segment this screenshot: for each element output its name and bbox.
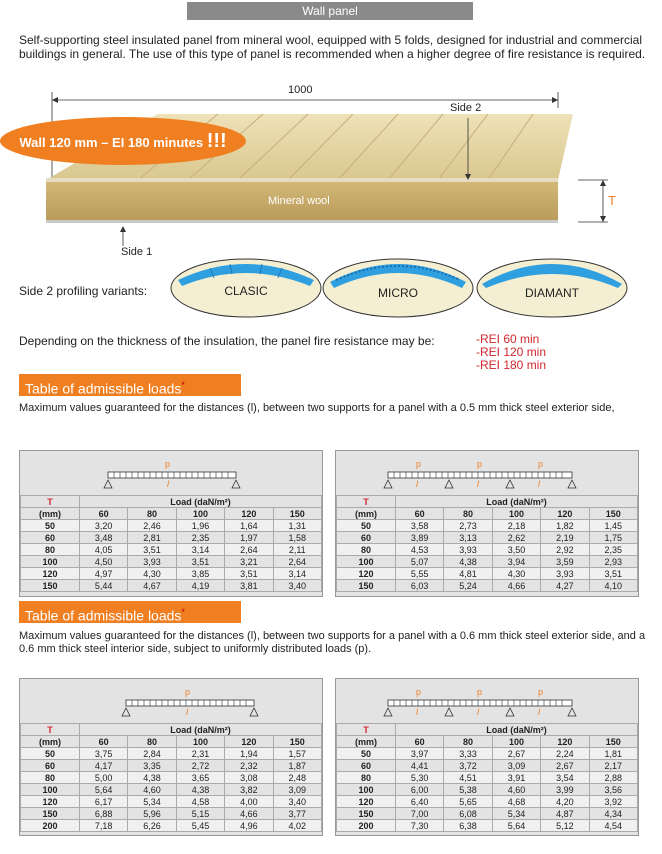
load-column-header: 120 — [225, 736, 273, 748]
panel-drawing — [18, 80, 648, 260]
load-value-cell: 3,51 — [589, 568, 637, 580]
thickness-cell: 80 — [21, 772, 80, 784]
single-span-svg — [20, 451, 322, 495]
thickness-cell: 100 — [337, 556, 396, 568]
thickness-cell: 150 — [21, 808, 80, 820]
load-value-cell: 3,40 — [273, 796, 321, 808]
load-column-header: 150 — [273, 508, 321, 520]
load-p-label: p — [416, 687, 422, 697]
load-value-cell: 4,81 — [444, 568, 492, 580]
table-row — [337, 820, 638, 832]
span-l-label: l — [416, 707, 418, 717]
span-l-label: l — [167, 479, 169, 489]
load-value-cell: 4,96 — [225, 820, 273, 832]
load-value-cell: 2,84 — [128, 748, 176, 760]
badge-text: Wall 120 mm – EI 180 minutes — [19, 135, 204, 150]
load-value-cell: 4,38 — [444, 556, 492, 568]
table-row — [21, 748, 322, 760]
multi-span-diagram — [336, 451, 638, 495]
table-header-row — [21, 736, 322, 748]
table-row — [21, 760, 322, 772]
load-column-header: 80 — [128, 736, 176, 748]
load-value-cell: 4,54 — [589, 820, 637, 832]
load-value-cell: 3,94 — [492, 556, 540, 568]
load-value-cell: 4,30 — [492, 568, 540, 580]
load-header: Load (daN/m²) — [395, 496, 637, 508]
multi-span-diagram — [336, 679, 638, 723]
thickness-cell: 80 — [337, 772, 396, 784]
load-value-cell: 4,20 — [541, 796, 589, 808]
thickness-cell: 100 — [337, 784, 396, 796]
load-value-cell: 2,19 — [541, 532, 589, 544]
table-row — [21, 784, 322, 796]
variant-micro-label: MICRO — [378, 286, 418, 300]
load-value-cell: 1,64 — [225, 520, 273, 532]
load-value-cell: 3,75 — [79, 748, 127, 760]
load-value-cell: 3,51 — [176, 556, 224, 568]
load-value-cell: 3,35 — [128, 760, 176, 772]
load-value-cell: 6,00 — [395, 784, 443, 796]
mm-header: (mm) — [21, 736, 80, 748]
load-value-cell: 3,14 — [273, 568, 321, 580]
fire-value: -REI 60 min — [476, 332, 540, 346]
load-value-cell: 3,93 — [444, 544, 492, 556]
load-column-header: 120 — [541, 736, 589, 748]
load-value-cell: 5,34 — [492, 808, 540, 820]
single-span-diagram — [20, 451, 322, 495]
load-p-label: p — [416, 459, 422, 469]
table-header-row — [337, 736, 638, 748]
load-value-cell: 7,30 — [395, 820, 443, 832]
load-value-cell: 1,94 — [225, 748, 273, 760]
load-column-header: 60 — [79, 736, 127, 748]
mm-header: (mm) — [21, 508, 80, 520]
table-row — [337, 808, 638, 820]
load-value-cell: 3,51 — [128, 544, 176, 556]
load-value-cell: 2,31 — [176, 748, 224, 760]
load-value-cell: 5,34 — [128, 796, 176, 808]
load-values-table-1 — [20, 495, 322, 592]
table-row — [337, 568, 638, 580]
load-value-cell: 5,24 — [444, 580, 492, 592]
load-value-cell: 2,92 — [541, 544, 589, 556]
load-value-cell: 3,14 — [176, 544, 224, 556]
load-value-cell: 5,65 — [444, 796, 492, 808]
load-value-cell: 4,00 — [225, 796, 273, 808]
thickness-cell: 100 — [21, 556, 80, 568]
load-table-2 — [335, 450, 639, 597]
load-value-cell: 2,88 — [589, 772, 637, 784]
load-value-cell: 7,18 — [79, 820, 127, 832]
load-value-cell: 3,13 — [444, 532, 492, 544]
load-value-cell: 4,02 — [273, 820, 321, 832]
table-row — [21, 544, 322, 556]
load-value-cell: 3,09 — [273, 784, 321, 796]
t-header: T — [21, 724, 80, 736]
t-header: T — [337, 496, 396, 508]
table-header-row — [337, 496, 638, 508]
span-l-label: l — [477, 479, 479, 489]
variant-clasic-label: CLASIC — [224, 284, 268, 298]
load-value-cell: 4,34 — [589, 808, 637, 820]
thickness-cell: 60 — [337, 532, 396, 544]
load-value-cell: 2,64 — [273, 556, 321, 568]
load-value-cell: 1,75 — [589, 532, 637, 544]
thickness-cell: 60 — [21, 760, 80, 772]
load-value-cell: 3,50 — [492, 544, 540, 556]
thickness-cell: 60 — [21, 532, 80, 544]
load-value-cell: 2,24 — [541, 748, 589, 760]
intro-paragraph: Self-supporting steel insulated panel from mineral wool, equipped with 5 folds, designed for industrial and commercial buildings in general. The use of this type of panel is recommended when a higher degree of fire resistance is required. — [19, 33, 646, 61]
load-value-cell: 5,12 — [541, 820, 589, 832]
load-value-cell: 1,58 — [273, 532, 321, 544]
load-value-cell: 4,66 — [492, 580, 540, 592]
table-header-row — [21, 508, 322, 520]
load-value-cell: 3,92 — [589, 796, 637, 808]
load-value-cell: 3,82 — [225, 784, 273, 796]
load-value-cell: 3,81 — [225, 580, 273, 592]
table-row — [337, 556, 638, 568]
load-value-cell: 4,10 — [589, 580, 637, 592]
thickness-cell: 200 — [337, 820, 396, 832]
load-column-header: 120 — [225, 508, 273, 520]
load-value-cell: 6,38 — [444, 820, 492, 832]
table-row — [21, 532, 322, 544]
load-p-label: p — [477, 459, 483, 469]
load-value-cell: 5,64 — [79, 784, 127, 796]
load-value-cell: 1,45 — [589, 520, 637, 532]
load-value-cell: 3,51 — [225, 568, 273, 580]
load-value-cell: 4,38 — [176, 784, 224, 796]
fire-value: -REI 180 min — [476, 358, 547, 372]
load-table-4 — [335, 678, 639, 836]
highlight-badge — [0, 117, 246, 165]
load-column-header: 60 — [395, 736, 443, 748]
load-value-cell: 5,30 — [395, 772, 443, 784]
load-value-cell: 7,00 — [395, 808, 443, 820]
table-row — [337, 772, 638, 784]
span-l-label: l — [186, 707, 188, 717]
load-value-cell: 4,53 — [395, 544, 443, 556]
table-row — [21, 580, 322, 592]
load-value-cell: 5,38 — [444, 784, 492, 796]
load-value-cell: 2,62 — [492, 532, 540, 544]
single-span-diagram — [20, 679, 322, 723]
load-value-cell: 1,57 — [273, 748, 321, 760]
load-p-label: p — [538, 687, 544, 697]
load-column-header: 100 — [492, 508, 540, 520]
thickness-cell: 60 — [337, 760, 396, 772]
thickness-cell: 120 — [21, 796, 80, 808]
load-table-1 — [19, 450, 323, 597]
load-value-cell: 2,67 — [492, 748, 540, 760]
load-value-cell: 2,48 — [273, 772, 321, 784]
thickness-cell: 100 — [21, 784, 80, 796]
load-header: Load (daN/m²) — [395, 724, 637, 736]
load-value-cell: 5,45 — [176, 820, 224, 832]
load-value-cell: 4,30 — [128, 568, 176, 580]
load-value-cell: 3,20 — [79, 520, 127, 532]
span-l-label: l — [538, 479, 540, 489]
table-row — [337, 520, 638, 532]
table-row — [337, 760, 638, 772]
thickness-cell: 80 — [337, 544, 396, 556]
load-value-cell: 4,41 — [395, 760, 443, 772]
load-values-table-3 — [20, 723, 322, 832]
load-value-cell: 1,82 — [541, 520, 589, 532]
load-value-cell: 3,40 — [273, 580, 321, 592]
load-p-label: p — [185, 687, 191, 697]
load-column-header: 150 — [273, 736, 321, 748]
thickness-cell: 200 — [21, 820, 80, 832]
load-table-3 — [19, 678, 323, 836]
table-row — [337, 796, 638, 808]
load-value-cell: 2,18 — [492, 520, 540, 532]
page-title: Wall panel — [187, 2, 473, 20]
load-value-cell: 3,54 — [541, 772, 589, 784]
load-value-cell: 3,48 — [79, 532, 127, 544]
load-values-table-4 — [336, 723, 638, 832]
load-value-cell: 2,35 — [589, 544, 637, 556]
mm-header: (mm) — [337, 736, 396, 748]
section2-heading — [19, 601, 241, 623]
load-value-cell: 3,85 — [176, 568, 224, 580]
section2-note: Maximum values guaranteed for the distances (l), between two supports for a panel with a 0.6 mm thick steel exterior side, and a 0.6 mm thick steel interior side, subject to uniformly distributed loads (p). — [19, 630, 646, 655]
load-header: Load (daN/m²) — [79, 724, 321, 736]
load-value-cell: 4,17 — [79, 760, 127, 772]
span-l-label: l — [477, 707, 479, 717]
load-value-cell: 4,60 — [492, 784, 540, 796]
load-value-cell: 4,97 — [79, 568, 127, 580]
load-value-cell: 2,32 — [225, 760, 273, 772]
table-header-row — [21, 496, 322, 508]
thickness-cell: 50 — [21, 748, 80, 760]
section1-note: Maximum values guaranteed for the distances (l), between two supports for a panel with a 0.5 mm thick steel exterior side, — [19, 402, 615, 414]
load-value-cell: 6,17 — [79, 796, 127, 808]
load-value-cell: 2,35 — [176, 532, 224, 544]
load-value-cell: 6,03 — [395, 580, 443, 592]
load-value-cell: 1,81 — [589, 748, 637, 760]
load-value-cell: 6,26 — [128, 820, 176, 832]
table-row — [21, 820, 322, 832]
load-values-table-2 — [336, 495, 638, 592]
load-p-label: p — [165, 459, 171, 469]
load-value-cell: 3,21 — [225, 556, 273, 568]
section1-star: * — [181, 380, 185, 390]
load-value-cell: 6,88 — [79, 808, 127, 820]
load-value-cell: 5,07 — [395, 556, 443, 568]
load-value-cell: 4,58 — [176, 796, 224, 808]
single-span-svg — [20, 679, 322, 723]
thickness-cell: 120 — [21, 568, 80, 580]
load-value-cell: 3,58 — [395, 520, 443, 532]
panel-illustration — [18, 80, 648, 260]
table-row — [337, 532, 638, 544]
load-value-cell: 1,96 — [176, 520, 224, 532]
load-column-header: 80 — [444, 508, 492, 520]
load-value-cell: 2,11 — [273, 544, 321, 556]
load-value-cell: 6,40 — [395, 796, 443, 808]
load-value-cell: 5,15 — [176, 808, 224, 820]
load-value-cell: 5,96 — [128, 808, 176, 820]
badge-exclamation: !!! — [206, 130, 227, 152]
thickness-cell: 120 — [337, 568, 396, 580]
section2-title: Table of admissible loads — [25, 607, 182, 624]
thickness-cell: 80 — [21, 544, 80, 556]
load-value-cell: 4,05 — [79, 544, 127, 556]
load-value-cell: 3,56 — [589, 784, 637, 796]
load-value-cell: 2,64 — [225, 544, 273, 556]
table-row — [21, 556, 322, 568]
side1-label: Side 1 — [121, 246, 153, 258]
table-row — [21, 796, 322, 808]
load-value-cell: 3,08 — [225, 772, 273, 784]
load-column-header: 80 — [444, 736, 492, 748]
load-value-cell: 3,59 — [541, 556, 589, 568]
load-value-cell: 4,51 — [444, 772, 492, 784]
load-value-cell: 2,93 — [589, 556, 637, 568]
load-value-cell: 4,66 — [225, 808, 273, 820]
load-value-cell: 5,00 — [79, 772, 127, 784]
load-p-label: p — [538, 459, 544, 469]
load-value-cell: 3,33 — [444, 748, 492, 760]
load-column-header: 100 — [176, 508, 224, 520]
load-value-cell: 3,93 — [541, 568, 589, 580]
load-value-cell: 3,72 — [444, 760, 492, 772]
load-p-label: p — [477, 687, 483, 697]
load-value-cell: 6,08 — [444, 808, 492, 820]
span-l-label: l — [538, 707, 540, 717]
load-value-cell: 2,81 — [128, 532, 176, 544]
mm-header: (mm) — [337, 508, 396, 520]
multi-span-svg — [336, 679, 638, 723]
load-value-cell: 2,17 — [589, 760, 637, 772]
load-column-header: 150 — [589, 736, 637, 748]
load-value-cell: 4,50 — [79, 556, 127, 568]
load-column-header: 60 — [79, 508, 127, 520]
load-column-header: 120 — [541, 508, 589, 520]
load-value-cell: 3,99 — [541, 784, 589, 796]
load-value-cell: 3,09 — [492, 760, 540, 772]
load-value-cell: 4,38 — [128, 772, 176, 784]
table-row — [21, 520, 322, 532]
table-row — [21, 568, 322, 580]
load-value-cell: 3,93 — [128, 556, 176, 568]
table-row — [337, 748, 638, 760]
variants-label: Side 2 profiling variants: — [19, 284, 148, 298]
load-value-cell: 4,68 — [492, 796, 540, 808]
variant-clasic — [170, 258, 322, 318]
load-value-cell: 3,97 — [395, 748, 443, 760]
load-column-header: 100 — [176, 736, 224, 748]
fire-value: -REI 120 min — [476, 345, 547, 359]
load-column-header: 100 — [492, 736, 540, 748]
table-row — [337, 544, 638, 556]
load-value-cell: 4,27 — [541, 580, 589, 592]
span-l-label: l — [416, 479, 418, 489]
table-row — [337, 580, 638, 592]
core-label: Mineral wool — [268, 195, 330, 207]
table-header-row — [337, 508, 638, 520]
t-header: T — [337, 724, 396, 736]
multi-span-svg — [336, 451, 638, 495]
load-value-cell: 2,46 — [128, 520, 176, 532]
thickness-cell: 150 — [337, 580, 396, 592]
load-value-cell: 1,31 — [273, 520, 321, 532]
fire-resistance-text: Depending on the thickness of the insulation, the panel fire resistance may be: — [19, 334, 435, 348]
load-column-header: 150 — [589, 508, 637, 520]
fire-resistance-list — [476, 333, 546, 372]
load-header: Load (daN/m²) — [79, 496, 321, 508]
load-column-header: 60 — [395, 508, 443, 520]
table-header-row — [337, 724, 638, 736]
section1-heading — [19, 374, 241, 396]
table-row — [337, 784, 638, 796]
load-value-cell: 5,55 — [395, 568, 443, 580]
load-value-cell: 4,60 — [128, 784, 176, 796]
thickness-cell: 150 — [21, 580, 80, 592]
variant-micro — [322, 258, 474, 318]
load-column-header: 80 — [128, 508, 176, 520]
load-value-cell: 1,87 — [273, 760, 321, 772]
thickness-cell: 50 — [337, 520, 396, 532]
load-value-cell: 5,44 — [79, 580, 127, 592]
thickness-cell: 50 — [21, 520, 80, 532]
side2-label: Side 2 — [450, 102, 482, 114]
load-value-cell: 3,77 — [273, 808, 321, 820]
load-value-cell: 4,67 — [128, 580, 176, 592]
table-header-row — [21, 724, 322, 736]
load-value-cell: 3,89 — [395, 532, 443, 544]
load-value-cell: 3,65 — [176, 772, 224, 784]
table-row — [21, 808, 322, 820]
table-row — [21, 772, 322, 784]
t-header: T — [21, 496, 80, 508]
load-value-cell: 2,67 — [541, 760, 589, 772]
thickness-cell: 50 — [337, 748, 396, 760]
load-value-cell: 4,19 — [176, 580, 224, 592]
section2-star: * — [181, 607, 185, 617]
section1-title: Table of admissible loads — [25, 380, 182, 397]
variant-diamant — [476, 258, 628, 318]
thickness-label: T — [608, 193, 616, 208]
variant-diamant-label: DIAMANT — [525, 286, 579, 300]
load-value-cell: 1,97 — [225, 532, 273, 544]
thickness-cell: 150 — [337, 808, 396, 820]
load-value-cell: 3,91 — [492, 772, 540, 784]
load-value-cell: 5,64 — [492, 820, 540, 832]
width-label: 1000 — [288, 84, 313, 96]
load-value-cell: 4,87 — [541, 808, 589, 820]
thickness-cell: 120 — [337, 796, 396, 808]
load-value-cell: 2,73 — [444, 520, 492, 532]
load-value-cell: 2,72 — [176, 760, 224, 772]
